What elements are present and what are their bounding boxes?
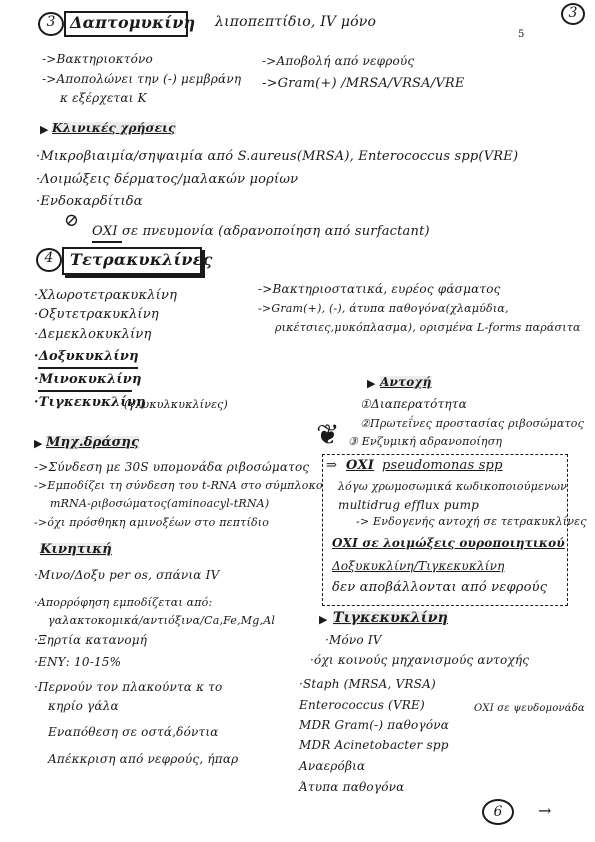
tigecycline-1: ·Μόνο IV bbox=[325, 633, 382, 647]
triangle-bullet-icon: ▶ bbox=[367, 377, 376, 390]
daptomycin-right-1: ->Αποβολή από νεφρούς bbox=[262, 54, 415, 68]
underline bbox=[38, 390, 132, 392]
tetracycline-note-2: ->Gram(+), (-), άτυπα παθογόνα(χλαμύδια, bbox=[258, 302, 509, 315]
tetracycline-drug-6: ·Τιγκεκυκλίνη bbox=[34, 395, 146, 410]
kinetics-5: ·ΕΝΥ: 10-15% bbox=[34, 655, 122, 669]
tetracycline-note-1: ->Βακτηριοστατικά, ευρέος φάσματος bbox=[258, 282, 501, 296]
resistance-reason-1: λόγω χρωμοσωμικά κωδικοποιούμενων bbox=[338, 480, 568, 493]
triangle-bullet-icon: ▶ bbox=[319, 613, 328, 626]
tigecycline-4: Enterococcus (VRE) bbox=[299, 698, 425, 712]
resistance-2: ②Πρωτεΐνες προστασίας ριβοσώματος bbox=[360, 417, 584, 430]
page-number-circle bbox=[561, 3, 585, 25]
resistance-reason-3: -> Ενδογενής αντοχή σε τετρακυκλίνες bbox=[356, 515, 587, 528]
clinical-use-3: ·Ενδοκαρδίτιδα bbox=[36, 194, 143, 209]
kinetics-2: ·Απορρόφηση εμποδίζεται από: bbox=[34, 596, 213, 609]
tetracycline-drug-5: ·Μινοκυκλίνη bbox=[34, 372, 142, 387]
daptomycin-point-1: ->Βακτηριοκτόνο bbox=[42, 52, 153, 66]
daptomycin-not-pneumonia: ΟΧΙ σε πνευμονία (αδρανοποίηση από surfactant) bbox=[92, 224, 430, 239]
tigecycline-3: ·Staph (MRSA, VRSA) bbox=[299, 677, 436, 691]
daptomycin-point-3: κ εξέρχεται Κ bbox=[60, 91, 147, 105]
tigecycline-7: Αναερόβια bbox=[299, 759, 366, 773]
resistance-oxi: ΟΧΙ bbox=[346, 458, 375, 473]
tetracycline-drug-2: ·Οξυτετρακυκλίνη bbox=[34, 307, 159, 322]
clinical-uses-heading: Κλινικές χρήσεις bbox=[52, 121, 176, 135]
tetracycline-note-3: ρικέτσιες,μυκόπλασμα), ορισμένα L-forms παράσιτα bbox=[275, 321, 581, 334]
kinetics-4: ·Ξηρτία κατανομή bbox=[34, 633, 148, 647]
resistance-pseudomonas: pseudomonas spp bbox=[382, 458, 503, 473]
resistance-urinary-reason-2: δεν αποβάλλονται από νεφρούς bbox=[332, 580, 548, 595]
kinetics-8: Εναπόθεση σε οστά,δόντια bbox=[48, 725, 219, 739]
tetracycline-drug-3: ·Δεμεκλοκυκλίνη bbox=[34, 327, 152, 342]
next-arrow-icon: → bbox=[538, 801, 552, 820]
mechanism-heading: Μηχ.δράσης bbox=[46, 435, 140, 450]
kinetics-6: ·Περνούν τον πλακούντα κ το bbox=[34, 680, 223, 694]
kinetics-3: γαλακτοκομικά/αντιόξινα/Ca,Fe,Mg,Al bbox=[48, 614, 276, 627]
daptomycin-right-2: ->Gram(+) /MRSA/VRSA/VRE bbox=[262, 76, 465, 91]
clover-icon: ❦ bbox=[316, 418, 340, 451]
mechanism-4: ->όχι πρόσθηκη αμινοξέων στο πεπτίδιο bbox=[34, 516, 270, 529]
tigecycline-heading: Τιγκεκυκλίνη bbox=[333, 610, 449, 626]
underline bbox=[92, 241, 122, 243]
resistance-arrow: ⇒ bbox=[326, 458, 338, 473]
kinetics-heading: Κινητική bbox=[40, 542, 112, 557]
resistance-reason-2: multidrug efflux pump bbox=[338, 498, 480, 512]
tigecycline-6: MDR Acinetobacter spp bbox=[299, 738, 449, 752]
daptomycin-title: Δαπτομυκίνη bbox=[70, 13, 196, 32]
kinetics-7: κηρίο γάλα bbox=[48, 699, 119, 713]
kinetics-1: ·Μινο/Δοξυ per os, σπάνια IV bbox=[34, 568, 220, 582]
tetracycline-drug-4: ·Δοξυκυκλίνη bbox=[34, 349, 139, 364]
mechanism-3: mRNA-ριβοσώματος(aminoacyl-tRNA) bbox=[50, 497, 270, 510]
tigecycline-8: Άτυπα παθογόνα bbox=[299, 780, 405, 794]
tigecycline-note: (γλυκυλκυκλίνες) bbox=[124, 398, 229, 411]
resistance-urinary-reason-1: Δοξυκυκλίνη/Τιγκεκυκλίνη bbox=[332, 559, 505, 573]
tigecycline-2: ·όχι κοινούς μηχανισμούς αντοχής bbox=[310, 653, 530, 667]
resistance-heading: Αντοχή bbox=[380, 375, 432, 389]
clinical-use-2: ·Λοιμώξεις δέρματος/μαλακών μορίων bbox=[36, 172, 299, 187]
crossed-out-icon: ⊘ bbox=[64, 210, 80, 231]
kinetics-9: Απέκκριση από νεφρούς, ήπαρ bbox=[48, 752, 239, 766]
page-number: 3 bbox=[568, 5, 578, 21]
next-page-circle: 6 bbox=[482, 799, 514, 825]
tetracyclines-title: Τετρακυκλίνες bbox=[70, 250, 213, 269]
tigecycline-5: MDR Gram(-) παθογόνα bbox=[299, 718, 450, 732]
underline bbox=[38, 367, 138, 369]
section-number-4: 4 bbox=[36, 248, 62, 272]
mechanism-1: ->Σύνδεση με 30S υπομονάδα ριβοσώματος bbox=[34, 460, 310, 474]
tigecycline-side-note: ΟΧΙ σε ψευδομονάδα bbox=[474, 703, 585, 714]
daptomycin-point-2: ->Αποπολώνει την (-) μεμβράνη bbox=[42, 72, 242, 86]
daptomycin-subtitle: λιποπεπτίδιο, IV μόνο bbox=[215, 14, 377, 30]
tetracycline-drug-1: ·Χλωροτετρακυκλίνη bbox=[34, 288, 178, 303]
clinical-use-1: ·Μικροβιαιμία/σηψαιμία από S.aureus(MRSA), Enterococcus spp(VRE) bbox=[36, 149, 519, 164]
resistance-urinary: ΟΧΙ σε λοιμώξεις ουροποιητικού bbox=[332, 536, 565, 550]
small-page-number: 5 bbox=[518, 29, 525, 40]
triangle-bullet-icon: ▶ bbox=[40, 123, 49, 136]
mechanism-2: ->Εμποδίζει τη σύνδεση του t-RNA στο σύμπλοκο bbox=[34, 479, 323, 492]
resistance-3: ③ Ενζυμική αδρανοποίηση bbox=[348, 435, 503, 448]
resistance-1: ①Διαπερατότητα bbox=[360, 397, 467, 411]
triangle-bullet-icon: ▶ bbox=[34, 437, 43, 450]
section-number-3: 3 bbox=[38, 12, 64, 36]
